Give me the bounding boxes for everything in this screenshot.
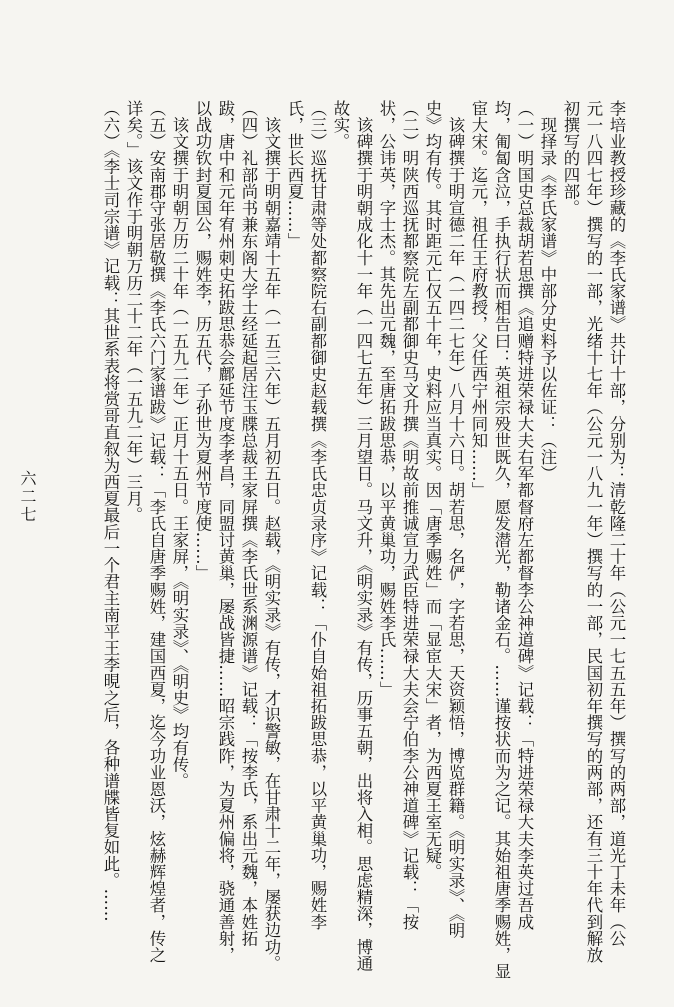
text-column-13: 故实。 xyxy=(331,100,350,150)
text-column-6: 均，匍匐含泣，手执行状而相告曰：英祖宗殁世既久，愿发潜光，勒诸金石。……谨按状而为之记。其始祖唐季赐姓，显 xyxy=(492,100,511,980)
text-column-3: 初撰写的四部。 xyxy=(561,100,580,217)
text-column-11: 状，公讳英，字士杰。其先出元魏，至唐拓跋思恭，以平黄巢功，赐姓李氏……」 xyxy=(377,100,396,698)
text-column-20: 该文撰于明朝万历二十年（一五九二年）正月十五日。王家屏，《明实录》、《明史》均有传。 xyxy=(170,100,189,790)
text-column-12: 该碑撰于明朝成化十一年（一四七五年）三月望日。马文升，《明实录》有传，历事五朝，出将入相。思虑精深，博通 xyxy=(354,100,373,972)
text-column-1: 李培业教授珍藏的《李氏家谱》共计十部，分别为：清乾隆二十年（公元一七五五年）撰写的两部，道光丁未年（公 xyxy=(607,100,626,947)
text-column-21: （五）安南郡守张居敬撰《李氏六门家谱跋》记载：「李氏自唐季赐姓，建国西夏，迄今功业恩沃，炫赫辉煌者，传之 xyxy=(147,100,166,964)
text-column-15: 氏，世长西夏……」 xyxy=(285,100,304,250)
text-column-4: 现择录《李氏家谱》中部分史料予以佐证：（注） xyxy=(538,100,557,482)
text-column-7: 宦大宋。迄元，祖任王府教授，父任西宁州同知……」 xyxy=(469,100,488,499)
text-column-10: （二）明陕西巡抚都察院左副都御史马文升撰《明故前推诚宣力武臣特进荣禄大夫会宁伯李公神道碑》记载：「按 xyxy=(400,100,419,930)
text-column-2: 元一八四七年）撰写的一部，光绪十七年（公元一八九一年）撰写的一部，民国初年撰写的两部，还有三十年代到解放 xyxy=(584,100,603,964)
text-column-17: （四）礼部尚书兼东阁大学士经延起居注玉牒总裁王家屏撰《李氏世系渊源谱》记载：「按李氏，系出元魏，本姓拓 xyxy=(239,100,258,947)
page-number: 六二七 xyxy=(18,470,37,524)
text-column-22: 详矣。」该文作于明朝万历二十二年（一五九二年）三月。 xyxy=(124,100,143,524)
text-column-16: 该文撰于明朝嘉靖十五年（一五三六年）五月初五日。赵载，《明实录》有传，才识警敏，在甘肃十二年，屡获边功。 xyxy=(262,100,281,972)
text-column-5: （一）明国史总裁胡若思撰《追赠特进荣禄大夫右军都督府左都督李公神道碑》记载：「特进荣禄大夫李英过吾成 xyxy=(515,100,534,930)
text-column-9: 史》均有传。其时距元亡仅五十年，史料应当真实。因「唐季赐姓」而「显宦大宋」者，为西夏王室无疑。 xyxy=(423,100,442,881)
text-column-19: 以战功钦封夏国公，赐姓李，历五代，子孙世为夏州节度使……」 xyxy=(193,100,212,582)
text-column-23: （六）《李士司宗谱》记载：其世系表将赏哥直叙为西夏最后一个君主南平王李晛之后，各种谱牒皆复如此。…… xyxy=(101,100,120,922)
text-column-8: 该碑撰于明宣德二年（一四二七年）八月十六日。胡若思，名俨，字若思，天资颖悟，博览群籍。《明实录》、《明 xyxy=(446,100,465,939)
text-column-18: 跋，唐中和元年宥州刺史拓跋思恭会鄜延节度李孝昌，同盟讨黄巢，屡战皆捷……昭宗践阼，为夏州偏将，骁通善射， xyxy=(216,100,235,964)
text-column-14: （三）巡抚甘肃等处都察院右副都御史赵载撰《李氏忠贞录序》记载：「仆自始祖拓跋思恭，以平黄巢功，赐姓李 xyxy=(308,100,327,930)
